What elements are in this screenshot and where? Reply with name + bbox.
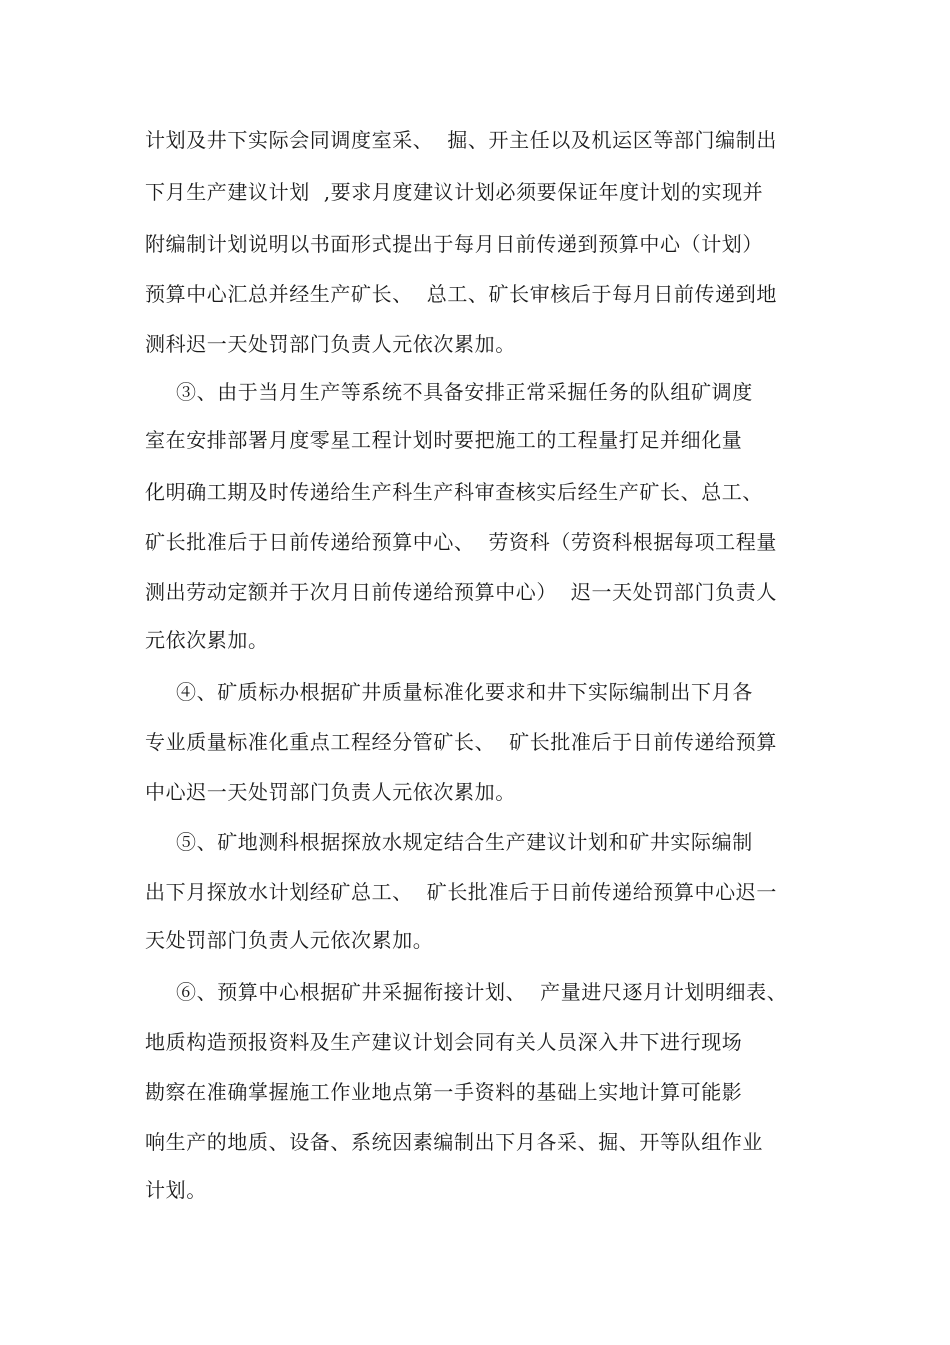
- paragraph-line: 附编制计划说明以书面形式提出于每月日前传递到预算中心（计划）: [145, 232, 763, 256]
- paragraph-line: 测科迟一天处罚部门负责人元依次累加。: [145, 332, 516, 356]
- paragraph-line: ③、由于当月生产等系统不具备安排正常采掘任务的队组矿调度: [176, 380, 753, 404]
- paragraph-line: ⑥、预算中心根据矿井采掘衔接计划、 产量进尺逐月计划明细表、: [176, 980, 788, 1004]
- paragraph-line: 勘察在准确掌握施工作业地点第一手资料的基础上实地计算可能影: [145, 1080, 743, 1104]
- paragraph-line: 测出劳动定额并于次月日前传递给预算中心） 迟一天处罚部门负责人: [145, 580, 777, 604]
- paragraph-line: 室在安排部署月度零星工程计划时要把施工的工程量打足并细化量: [145, 428, 743, 452]
- paragraph-line: 预算中心汇总并经生产矿长、 总工、矿长审核后于每月日前传递到地: [145, 282, 777, 306]
- paragraph-line: 元依次累加。: [145, 628, 269, 652]
- paragraph-line: ⑤、矿地测科根据探放水规定结合生产建议计划和矿井实际编制: [176, 830, 753, 854]
- paragraph-line: 下月生产建议计划 ,要求月度建议计划必须要保证年度计划的实现并: [145, 180, 764, 204]
- paragraph-line: 天处罚部门负责人元依次累加。: [145, 928, 434, 952]
- paragraph-line: 地质构造预报资料及生产建议计划会同有关人员深入井下进行现场: [145, 1030, 743, 1054]
- paragraph-line: 计划及井下实际会同调度室采、 掘、开主任以及机运区等部门编制出: [145, 128, 777, 152]
- paragraph-line: 专业质量标准化重点工程经分管矿长、 矿长批准后于日前传递给预算: [145, 730, 777, 754]
- paragraph-line: 计划。: [145, 1178, 207, 1202]
- paragraph-line: 化明确工期及时传递给生产科生产科审查核实后经生产矿长、总工、: [145, 480, 763, 504]
- paragraph-line: ④、矿质标办根据矿井质量标准化要求和井下实际编制出下月各: [176, 680, 753, 704]
- paragraph-line: 矿长批准后于日前传递给预算中心、 劳资科（劳资科根据每项工程量: [145, 530, 777, 554]
- paragraph-line: 中心迟一天处罚部门负责人元依次累加。: [145, 780, 516, 804]
- paragraph-line: 出下月探放水计划经矿总工、 矿长批准后于日前传递给预算中心迟一: [145, 880, 777, 904]
- paragraph-line: 响生产的地质、设备、系统因素编制出下月各采、掘、开等队组作业: [145, 1130, 763, 1154]
